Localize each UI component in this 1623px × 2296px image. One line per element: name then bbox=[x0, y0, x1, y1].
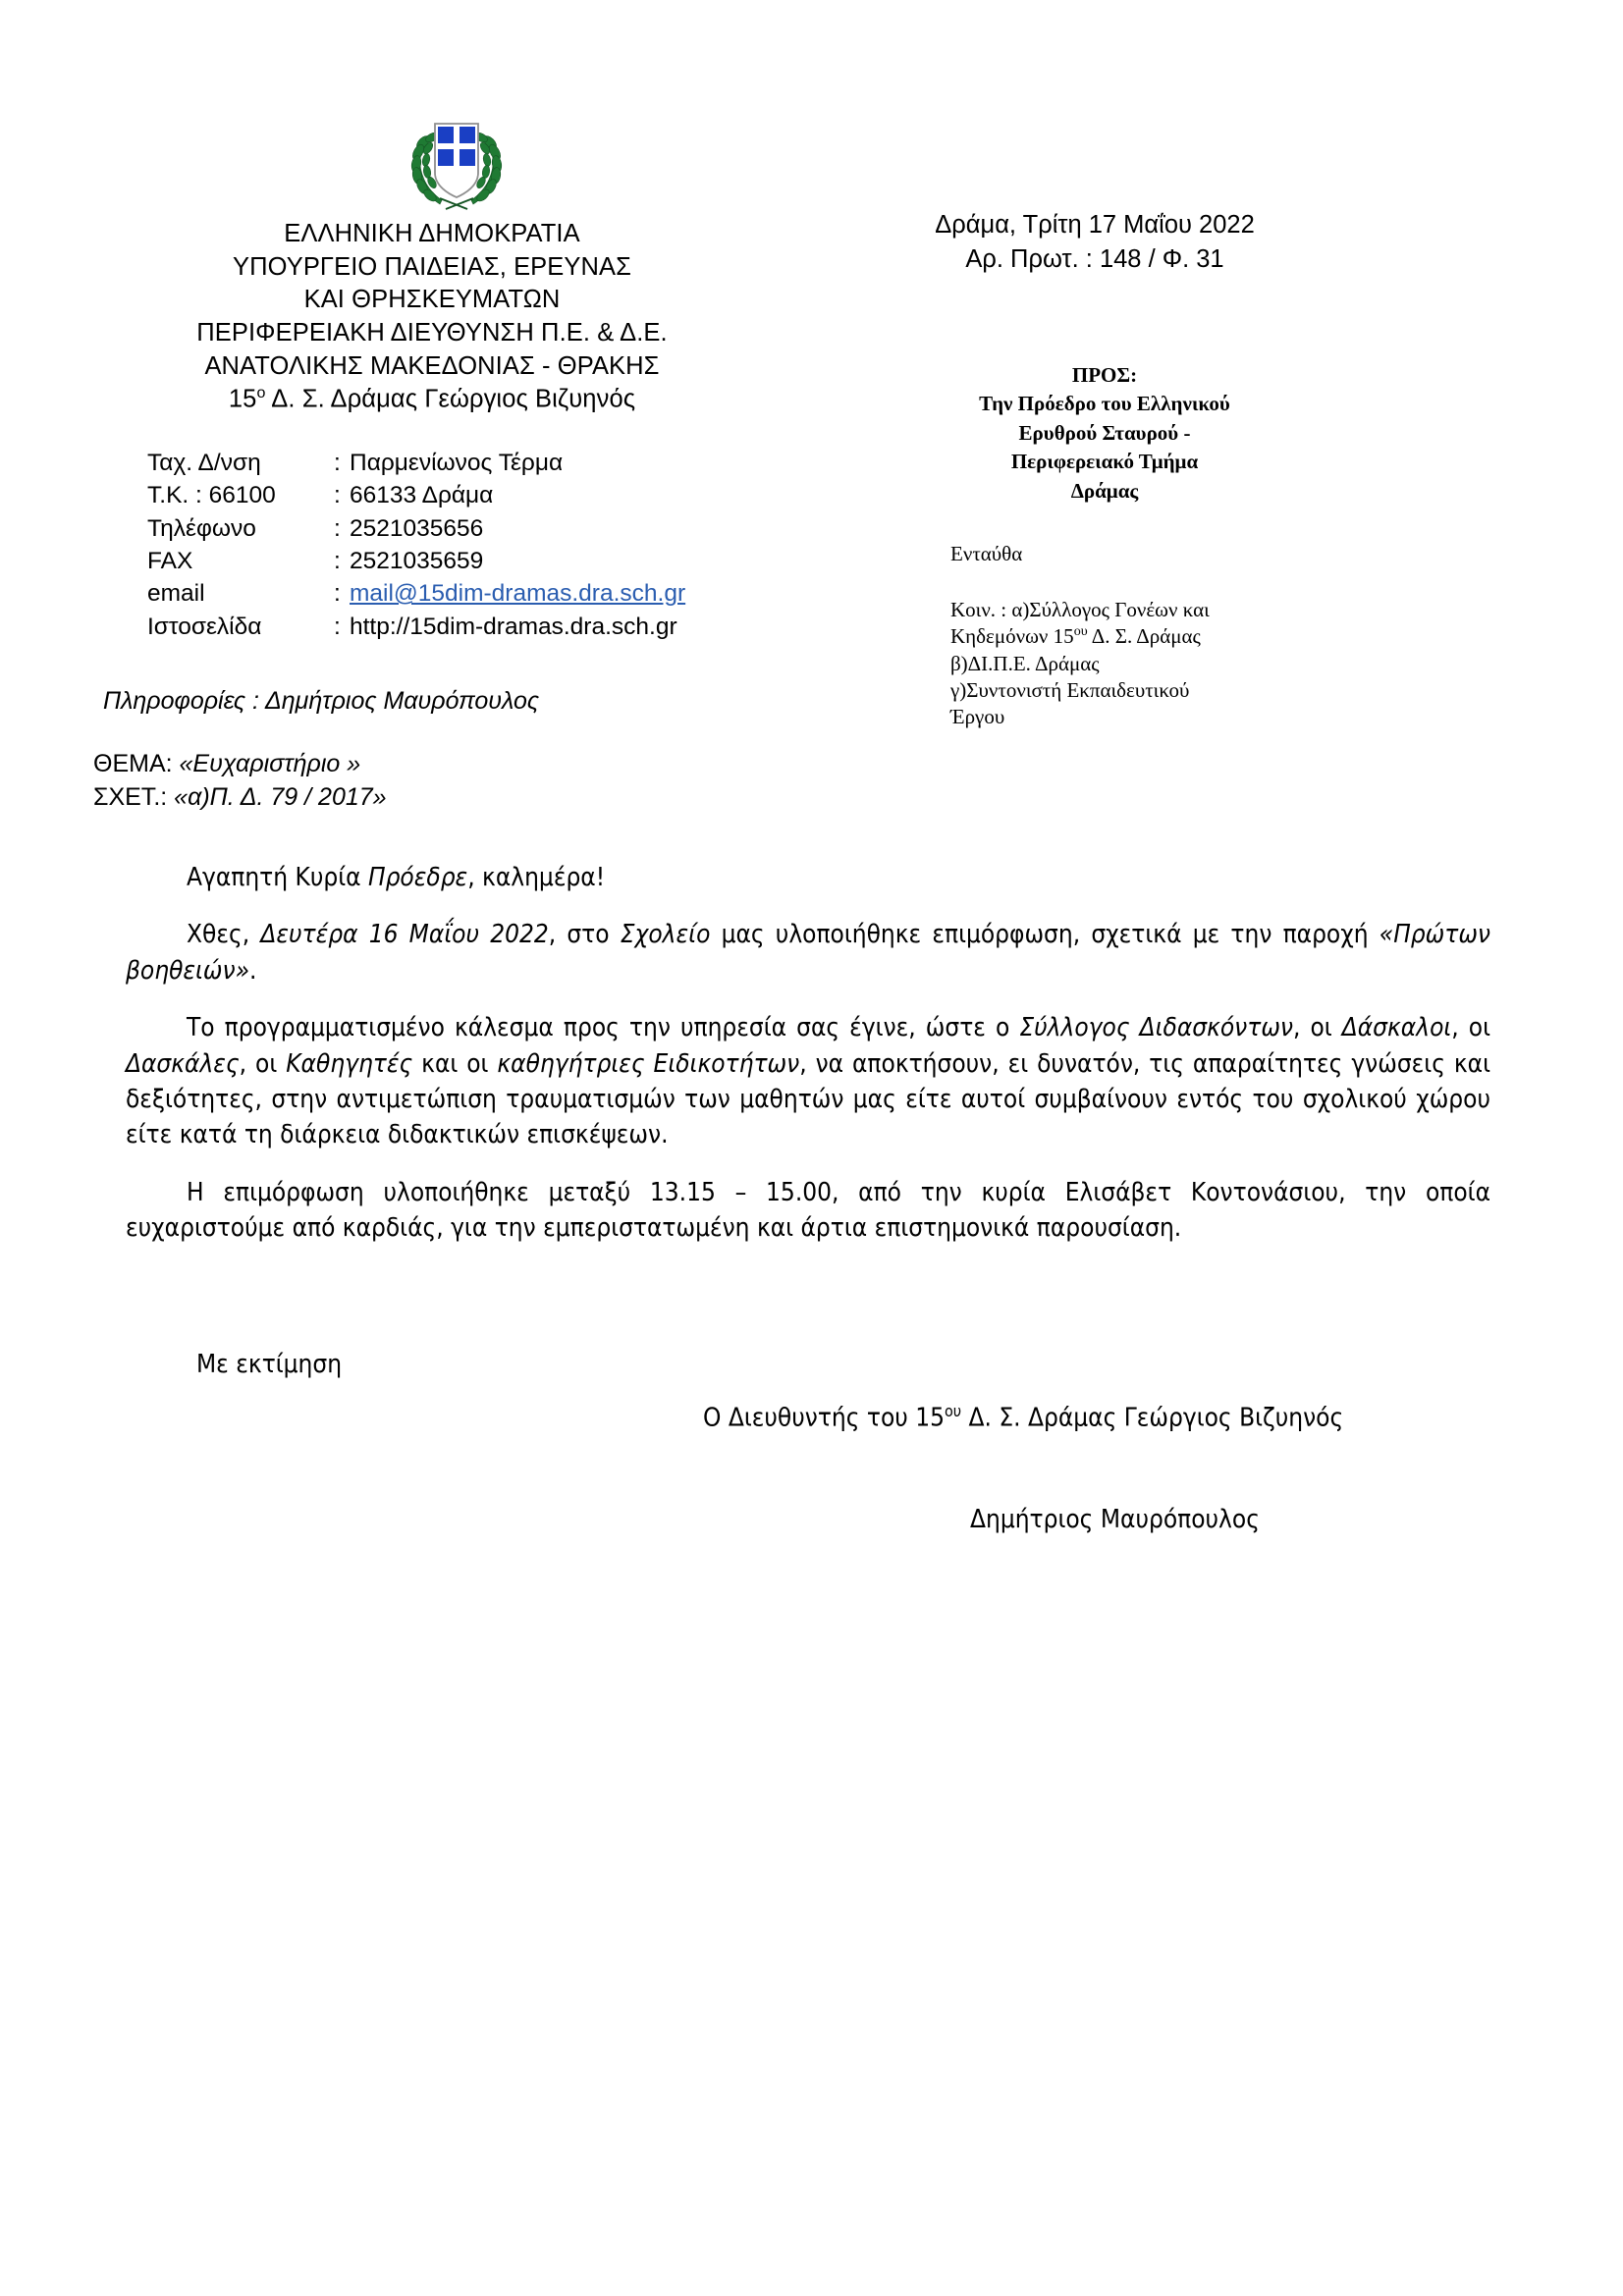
subject-label: ΘΕΜΑ: bbox=[93, 750, 180, 777]
protocol-number: Αρ. Πρωτ. : 148 / Φ. 31 bbox=[965, 245, 1224, 274]
signature-title-pre: Ο Διευθυντής του 15 bbox=[703, 1403, 945, 1433]
p2-emphasis-firstaid: «Πρώτων βοηθειών» bbox=[126, 920, 1490, 986]
school-number: 15 bbox=[228, 385, 257, 413]
place-and-date: Δράμα, Τρίτη 17 Μαΐου 2022 bbox=[935, 211, 1255, 239]
cc-line-2-post: Δ. Σ. Δράμας bbox=[1087, 624, 1201, 649]
reference-line bbox=[93, 781, 387, 815]
greeting-part-b: , καλημέρα! bbox=[467, 863, 606, 892]
p3-emphasis-association: Σύλλογος Διδασκόντων bbox=[1019, 1013, 1293, 1043]
p3-part-f: , να αποκτήσουν, ει δυνατόν, τις απαραίτητες γνώσεις και δεξιότητες, στην αντιμετώπιση τραυματισμών των μαθητών μας είτε αυτοί συμβαίνουν εντός του σχολικού χώρου είτε κατά τη διάρκεια διδακτικών επισκέψεων. bbox=[126, 1048, 1490, 1150]
contact-row bbox=[147, 577, 685, 610]
body-paragraph-3: Η επιμόρφωση υλοποιήθηκε μεταξύ 13.15 – 15.00, από την κυρία Ελισάβετ Κοντονάσιου, την οποία ευχαριστούμε από καρδιάς, για την εμπεριστατωμένη και άρτια επιστημονικά παρουσίαση. bbox=[126, 1177, 1490, 1244]
org-line-3: ΚΑΙ ΘΡΗΣΚΕΥΜΑΤΩΝ bbox=[303, 286, 561, 314]
cc-ordinal-sup: ου bbox=[1073, 624, 1088, 640]
contact-separator: : bbox=[334, 482, 341, 509]
body-paragraph-greeting bbox=[126, 860, 1490, 895]
p2-part-c: μας υλοποιήθηκε επιμόρφωση, σχετικά με την παροχή bbox=[710, 920, 1380, 950]
contact-value-address: Παρμενίωνος Τέρμα bbox=[350, 450, 564, 476]
contact-separator: : bbox=[334, 613, 341, 640]
contact-value-website: http://15dim-dramas.dra.sch.gr bbox=[350, 613, 677, 640]
contact-value-fax: 2521035659 bbox=[350, 547, 484, 574]
p3-emphasis-professors: Καθηγητές bbox=[286, 1048, 413, 1079]
recipient-line-4: Δράμας bbox=[1070, 478, 1139, 503]
cc-line-2-pre: Κηδεμόνων 15 bbox=[950, 624, 1074, 649]
organisation-header bbox=[93, 218, 771, 416]
greeting-part-a: Αγαπητή Κυρία bbox=[187, 863, 368, 892]
information-contact-line: Πληροφορίες : Δημήτριος Μαυρόπουλος bbox=[103, 687, 540, 715]
contact-row bbox=[147, 512, 685, 545]
recipient-line-3: Περιφερειακό Τμήμα bbox=[1010, 450, 1199, 474]
contact-value-phone: 2521035656 bbox=[350, 514, 484, 542]
email-link[interactable]: mail@15dim-dramas.dra.sch.gr bbox=[350, 580, 686, 608]
org-line-4: ΠΕΡΙΦΕΡΕΙΑΚΗ ΔΙΕΥΘΥΝΣΗ Π.Ε. & Δ.Ε. bbox=[196, 318, 668, 347]
contact-separator: : bbox=[334, 580, 341, 608]
org-line-2: ΥΠΟΥΡΓΕΙΟ ΠΑΙΔΕΙΑΣ, ΕΡΕΥΝΑΣ bbox=[232, 252, 631, 281]
p2-part-b: , στο bbox=[548, 920, 621, 950]
recipient-to-label: ΠΡΟΣ: bbox=[1071, 363, 1138, 387]
closing-salutation: Με εκτίμηση bbox=[196, 1350, 343, 1379]
contact-value-postcode: 66133 Δράμα bbox=[350, 482, 494, 509]
letter-body bbox=[126, 860, 1490, 1247]
contact-row bbox=[147, 479, 685, 511]
recipient-line-1: Την Πρόεδρο του Ελληνικού bbox=[979, 392, 1230, 416]
org-line-5: ΑΝΑΤΟΛΙΚΗΣ ΜΑΚΕΔΟΝΙΑΣ - ΘΡΑΚΗΣ bbox=[204, 351, 660, 380]
p3-part-d: , οι bbox=[239, 1048, 287, 1079]
signature-title bbox=[703, 1402, 1343, 1433]
contact-details-block bbox=[147, 447, 685, 643]
contact-label: FAX bbox=[147, 547, 193, 574]
date-protocol-block bbox=[864, 208, 1325, 277]
body-paragraph-1 bbox=[126, 917, 1490, 988]
greeting-emphasis: Πρόεδρε bbox=[367, 863, 468, 892]
entautha-note: Ενταύθα bbox=[950, 542, 1023, 565]
p2-part-a: Χθες, bbox=[187, 920, 261, 950]
carbon-copy-block bbox=[950, 597, 1343, 730]
signature-name: Δημήτριος Μαυρόπουλος bbox=[970, 1505, 1260, 1534]
contact-separator: : bbox=[334, 547, 341, 574]
p3-part-c: , οι bbox=[1451, 1013, 1490, 1043]
p2-emphasis-school: Σχολείο bbox=[620, 920, 711, 950]
contact-label: Τηλέφωνο bbox=[147, 514, 256, 542]
greek-coat-of-arms-icon bbox=[403, 116, 511, 214]
p3-part-b: , οι bbox=[1292, 1013, 1342, 1043]
signature-title-post: Δ. Σ. Δράμας Γεώργιος Βιζυηνός bbox=[961, 1403, 1344, 1433]
cc-line-4: γ)Συντονιστή Εκπαιδευτικού bbox=[950, 677, 1190, 702]
contact-row bbox=[147, 447, 685, 479]
subject-block bbox=[93, 748, 387, 814]
reference-label: ΣΧΕΤ.: bbox=[93, 782, 175, 811]
recipient-line-2: Ερυθρού Σταυρού - bbox=[1018, 420, 1191, 445]
body-paragraph-2 bbox=[126, 1010, 1490, 1153]
contact-label: Ταχ. Δ/νση bbox=[147, 450, 261, 476]
subject-value: «Ευχαριστήριο » bbox=[179, 750, 361, 777]
cc-line-1: Κοιν. : α)Σύλλογος Γονέων και bbox=[950, 598, 1210, 621]
recipient-block bbox=[908, 361, 1301, 506]
p3-part-a: Το προγραμματισμένο κάλεσμα προς την υπηρεσία σας έγινε, ώστε ο bbox=[187, 1013, 1020, 1043]
signature-ordinal-sup: ου bbox=[944, 1402, 962, 1420]
p3-emphasis-specialists: καθηγήτριες Ειδικοτήτων bbox=[497, 1048, 800, 1079]
contact-label: Ιστοσελίδα bbox=[147, 613, 262, 640]
contact-separator: : bbox=[334, 450, 341, 476]
reference-value: «α)Π. Δ. 79 / 2017» bbox=[174, 782, 387, 811]
contact-label: email bbox=[147, 580, 205, 608]
contact-row bbox=[147, 545, 685, 577]
p2-part-d: . bbox=[249, 955, 257, 986]
school-ordinal-sup: ο bbox=[256, 385, 266, 402]
contact-label: Τ.Κ. : 66100 bbox=[147, 482, 276, 509]
contact-row bbox=[147, 611, 685, 643]
org-line-1: ΕΛΛΗΝΙΚΗ ΔΗΜΟΚΡΑΤΙΑ bbox=[284, 220, 580, 247]
school-name-line bbox=[93, 383, 771, 416]
p3-part-e: και οι bbox=[412, 1048, 498, 1079]
school-name-rest: Δ. Σ. Δράμας Γεώργιος Βιζυηνός bbox=[265, 385, 636, 413]
cc-line-5: Έργου bbox=[950, 705, 1005, 729]
contact-separator: : bbox=[334, 514, 341, 542]
cc-line-3: β)ΔΙ.Π.Ε. Δράμας bbox=[950, 651, 1100, 675]
p2-emphasis-date: Δευτέρα 16 Μαΐου 2022 bbox=[260, 920, 549, 950]
subject-line bbox=[93, 748, 387, 781]
p3-emphasis-teachers-m: Δάσκαλοι bbox=[1341, 1013, 1452, 1043]
p3-emphasis-teachers-f: Δασκάλες bbox=[126, 1048, 240, 1079]
cc-line-2 bbox=[950, 623, 1343, 650]
